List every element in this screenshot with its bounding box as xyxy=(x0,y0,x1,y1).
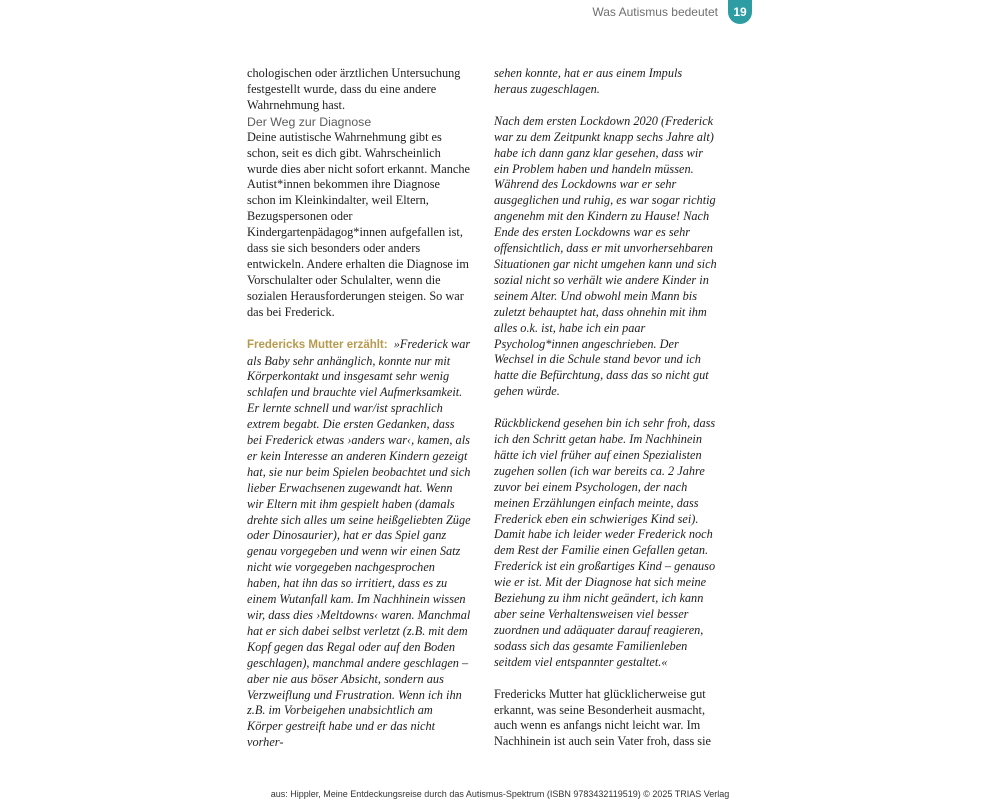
section-heading: Der Weg zur Diagnose xyxy=(247,114,372,129)
right-column xyxy=(494,66,718,750)
quote-paragraph: Rückblickend gesehen bin ich sehr froh, dass ich den Schritt getan habe. Im Nachhinein hätte ich viel früher auf einen Spezialisten zugehen sollen (ich war bereits ca. 2 Jahre zuvor bei einem Psychologen, der nach meinen Erzählungen einfach meinte, dass Frederick eben ein schwieriges Kind sei). Damit habe ich leider weder Frederick noch dem Rest der Familie einen Gefallen getan. Frederick ist ein großartiges Kind – genauso wie er ist. Mit der Diagnose hat sich meine Beziehung zu ihm nicht geändert, ich kann aber seine Verhaltensweisen viel besser zuordnen und adäquater darauf reagieren, sodass sich das gesamte Familienleben seitdem viel entspannter gestaltet.« xyxy=(494,416,716,669)
quote-paragraph: Nach dem ersten Lockdown 2020 (Frederick war zu dem Zeitpunkt knapp sechs Jahre alt) habe ich dann ganz klar gesehen, dass wir ein Problem haben und handeln müssen. Während des Lockdowns war er sehr ausgeglichen und ruhig, es war sogar richtig angenehm mit den Kindern zu Hause! Nach Ende des ersten Lockdowns war es sehr offensichtlich, dass er mit unvorhersehbaren Situationen gar nicht umgehen kann und sich sozial nicht so verhält wie andere Kinder in seinem Alter. Und obwohl mein Mann bis zuletzt behauptet hat, dass ohnehin mit ihm alles o.k. ist, habe ich ein paar Psycholog*innen angeschrieben. Der Wechsel in die Schule stand bevor und ich hatte die Befürchtung, dass das so nicht gut gehen würde. xyxy=(494,113,717,399)
quote-paragraph xyxy=(247,337,471,752)
quote-label: Fredericks Mutter erzählt: xyxy=(247,338,388,351)
footer-citation: aus: Hippler, Meine Entdeckungsreise durch das Autismus-Spektrum (ISBN 9783432119519) © 2025 TRIAS Verlag xyxy=(270,789,730,799)
quote-text: »Frederick war als Baby sehr anhänglich, konnte nur mit Körperkontakt und insgesamt sehr wenig schlafen und brauchte viel Aufmerksamkeit. Er lernte schnell und war/ist sprachlich extrem begabt. Die ersten Gedanken, dass bei Frederick etwas ›anders war‹, kamen, als er kein Interesse an anderen Kindern gezeigt hat, sie nur beim Spielen beobachtet und sich lieber Erwachsenen zugewandt hat. Wenn wir Eltern mit ihm gespielt haben (damals drehte sich alles um seine heißgeliebten Züge oder Dinosaurier), hat er das Spiel ganz genau vorgegeben und wenn wir einen Satz nicht wie vorgegeben nachgesprochen haben, hat ihn das so irritiert, dass es zu einem Wutanfall kam. Im Nachhinein wissen wir, dass dies ›Meltdowns‹ waren. Manchmal hat er sich dabei selbst verletzt (z.B. mit dem Kopf gegen das Regal oder auf den Boden geschlagen), manchmal andere geschlagen – aber nie aus böser Absicht, sondern aus Verzweiflung und Frustration. Wenn ich ihn z.B. im Vorbeigehen unabsichtlich am Körper gestreift habe und er das nicht vorher- xyxy=(247,336,471,750)
left-column xyxy=(247,66,471,751)
body-paragraph: chologischen oder ärztlichen Untersuchung festgestellt wurde, dass du eine andere Wahrnehmung hast. xyxy=(247,66,461,112)
body-paragraph: Fredericks Mutter hat glücklicherweise gut erkannt, was seine Besonderheit ausmacht, auch wenn es anfangs nicht leicht war. Im Nachhinein ist auch sein Vater froh, dass sie xyxy=(494,686,711,749)
body-paragraph: Deine autistische Wahrnehmung gibt es schon, seit es dich gibt. Wahrscheinlich wurde dies aber nicht sofort erkannt. Manche Autist*innen bekommen ihre Diagnose schon im Kleinkindalter, weil Eltern, Bezugspersonen oder Kindergartenpädagog*innen aufgefallen ist, dass sie sich besonders oder anders entwickeln. Andere erhalten die Diagnose im Vorschulalter oder Schulalter, wenn die sozialen Herausforderungen steigen. So war das bei Frederick. xyxy=(247,129,470,319)
quote-paragraph: sehen konnte, hat er aus einem Impuls heraus zugeschlagen. xyxy=(494,66,683,96)
page-number-badge: 19 xyxy=(728,0,752,24)
running-header xyxy=(592,0,752,24)
running-title: Was Autismus bedeutet xyxy=(592,5,718,19)
